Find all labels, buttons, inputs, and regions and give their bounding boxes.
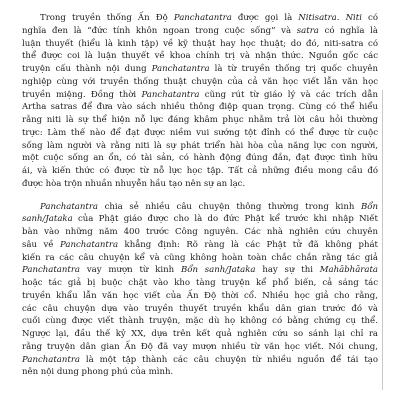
text-line — [22, 25, 378, 38]
text-segment: rằng truyện dân gian Ấn Độ đã vay mượn nhiều từ văn học viết. Nói chung, — [22, 341, 378, 352]
text-segment: truyền khẩu lẫn văn học viết của Ấn Độ thời cổ. Nhiều học giả cho rằng, — [22, 290, 378, 301]
text-segment: là từ truyền thống trị quốc chuyên — [209, 64, 378, 74]
text-segment: trực: Làm thế nào để đạt được niềm vui sướng tột đỉnh có thể được từ cuộc — [22, 127, 378, 138]
text-segment: cũng rút từ giáo lý và các trích dẫn — [199, 89, 378, 100]
text-segment: luận thuyết (hiểu là kinh tập) về kỹ thuật hay học thuật; do đó, niti-satra có — [22, 38, 378, 49]
italic-text-segment: Mahābhārata — [319, 265, 378, 276]
text-segment: hay sự thi — [255, 265, 320, 276]
text-segment: có — [361, 13, 378, 23]
italic-text-segment: Panchatantra — [22, 265, 81, 276]
italic-text-segment: Panchatantra — [22, 354, 81, 365]
text-line — [22, 354, 378, 367]
text-line — [22, 165, 378, 178]
text-segment: Trong truyền thống Ấn Độ — [40, 13, 174, 23]
text-segment: nên nội dung phong phú của mình. — [22, 367, 174, 378]
text-segment: cuối cùng được viết thành truyện, mặc dù họ không có bằng chứng cụ thể. — [22, 316, 378, 327]
text-line — [22, 226, 378, 239]
text-segment: của Phật giáo được cho là do đức Phật kể trước khi nhập Niết — [72, 214, 378, 225]
text-segment: các câu chuyện dựa vào truyền thuyết truyền khẩu dân gian trước đó và — [22, 303, 378, 314]
text-line — [22, 277, 378, 290]
text-segment: thể được coi là luận thuyết về khoa chính trị và nhận thức. Nguồn gốc các — [22, 51, 378, 62]
italic-text-segment: Bổn — [360, 201, 378, 212]
text-segment: một cuộc sống an ổn, có tài sản, có hành động đúng đắn, đạt được tình hữu — [22, 153, 378, 164]
text-segment: sâu về — [22, 239, 61, 250]
text-line — [22, 239, 378, 252]
text-segment: có nghĩa là — [318, 25, 379, 36]
text-line — [22, 290, 378, 303]
text-line — [22, 213, 378, 226]
text-line — [22, 264, 378, 277]
text-line — [22, 114, 378, 127]
paragraph — [22, 201, 378, 380]
text-line — [22, 63, 378, 76]
text-line — [22, 178, 378, 191]
text-segment: được gọi là — [231, 13, 299, 23]
text-line — [22, 315, 378, 328]
text-line — [22, 328, 378, 341]
text-segment: sống làm người và rằng niti là sự phát triển hài hòa của năng lực con người, — [22, 140, 378, 151]
text-line — [22, 366, 378, 379]
text-line — [22, 76, 378, 89]
text-line — [22, 101, 378, 114]
text-line — [22, 140, 378, 153]
text-segment: nghiệp cùng với truyền thống thuật chuyện của cả văn học viết lẫn văn học — [22, 76, 378, 87]
text-segment: truyện cấu thành nội dung — [22, 64, 152, 74]
italic-text-segment: Panchatantra — [40, 201, 99, 212]
text-segment: rằng niti là sự thể hiện nỗ lực đáng khâm phục nhằm trả lời câu hỏi thường — [22, 115, 378, 125]
text-segment: truyền miệng. Đồng thời — [22, 89, 142, 100]
text-line — [22, 12, 378, 25]
text-line — [22, 252, 378, 265]
text-line — [22, 38, 378, 51]
text-segment: Artha satras để đưa vào sách nhiều thông điệp quan trọng. Cùng có thể hiểu — [22, 102, 378, 113]
text-line — [22, 127, 378, 140]
text-segment: là một tập thành các câu chuyện từ nhiều nguồn để tái tạo — [80, 354, 378, 365]
text-segment: hoặc tác giả bị buộc chặt vào kho tàng truyện kể phổ biến, cả sáng tác — [22, 278, 378, 288]
text-line — [22, 89, 378, 102]
italic-text-segment: Bổn sanh/Jataka — [180, 265, 256, 276]
italic-text-segment: sanh/Jataka — [22, 214, 73, 225]
text-line — [22, 50, 378, 63]
paragraph — [22, 12, 378, 191]
body-text — [22, 12, 378, 379]
text-segment: bàn vào những năm 400 trước Công nguyên. Các nhà nghiên cứu chuyên — [22, 227, 378, 237]
text-segment: kiến ra các câu chuyện kể và cũng không hoàn toàn chắc chắn rằng tác giả — [22, 252, 378, 263]
italic-text-segment: Panchatantra — [173, 13, 232, 23]
text-segment: nghĩa đen là “đức tính khôn ngoan trong cuộc sống” và — [22, 25, 297, 36]
text-segment: vay mượn từ kinh — [80, 265, 181, 276]
text-line — [22, 201, 378, 214]
italic-text-segment: Nitisatra. Niti — [298, 13, 362, 23]
italic-text-segment: Panchatantra — [60, 239, 119, 250]
text-line — [22, 152, 378, 165]
italic-text-segment: satra — [296, 25, 319, 36]
text-line — [22, 303, 378, 316]
text-segment: Ngược lại, đầu thế kỷ XX, dựa trên kết quả nghiên cứu so sánh lại chỉ ra — [22, 329, 378, 339]
italic-text-segment: Panchatantra — [151, 64, 210, 74]
text-segment: chia sẻ nhiều câu chuyện thông thường trong kinh — [98, 201, 361, 212]
text-segment: được hòa trộn nhuần nhuyễn hầu tạo nên sự an lạc. — [22, 178, 246, 189]
page-edge-shadow — [382, 90, 383, 390]
text-line — [22, 341, 378, 354]
italic-text-segment: Panchatantra — [141, 89, 200, 100]
text-segment: khẳng định: Rõ ràng là các Phật tử đã không phát — [118, 239, 378, 250]
text-segment: ái, và kiến thức có được từ nỗ lực học tập. Tất cả những điều mong cầu đó — [22, 166, 378, 176]
